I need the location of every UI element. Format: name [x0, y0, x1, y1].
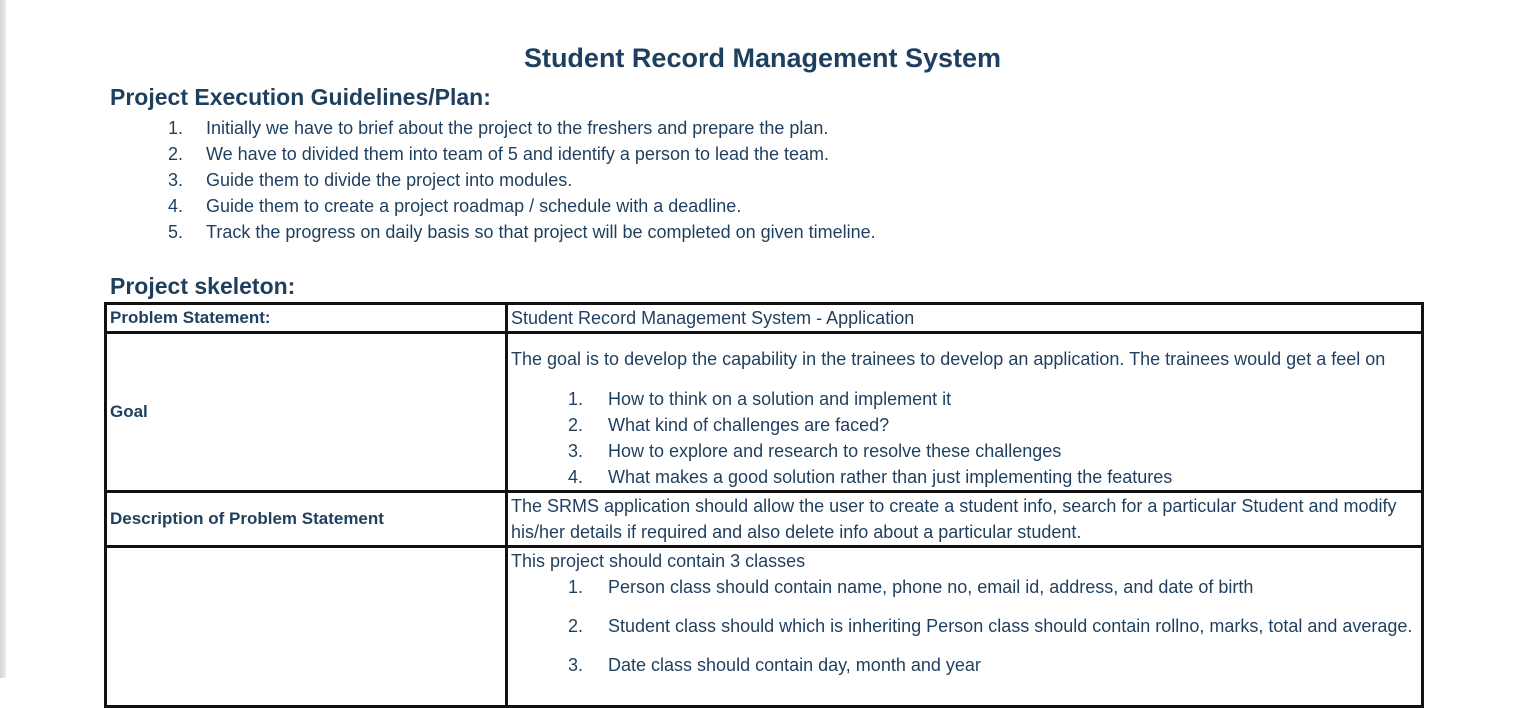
list-number: 3.: [568, 441, 584, 461]
table-row: [106, 304, 1423, 333]
list-text: How to explore and research to resolve these challenges: [608, 441, 1062, 461]
list-text: Guide them to divide the project into modules.: [206, 170, 573, 190]
project-skeleton-table: [104, 302, 1424, 708]
list-item: [168, 142, 876, 168]
list-item: [568, 412, 1421, 438]
guidelines-heading: Project Execution Guidelines/Plan:: [110, 84, 491, 110]
description-label: Description of Problem Statement: [106, 492, 507, 547]
guidelines-list: [168, 116, 876, 246]
table-row: [106, 547, 1423, 707]
list-text: What kind of challenges are faced?: [608, 415, 890, 435]
classes-label: [106, 547, 507, 707]
list-text: Guide them to create a project roadmap / schedule with a deadline.: [206, 196, 742, 216]
list-number: 2.: [568, 616, 584, 636]
classes-content: [507, 547, 1423, 707]
list-item: [168, 168, 876, 194]
list-item: [168, 220, 876, 246]
list-item: [568, 386, 1421, 412]
list-item: [168, 194, 876, 220]
page-left-edge: [0, 0, 6, 678]
classes-intro: This project should contain 3 classes: [511, 551, 806, 571]
classes-list: [511, 574, 1421, 678]
list-item: [568, 464, 1421, 490]
list-text: Track the progress on daily basis so that project will be completed on given timeline.: [206, 222, 876, 242]
list-number: 1.: [568, 389, 584, 409]
list-text: How to think on a solution and implement it: [608, 389, 952, 409]
description-content: [507, 492, 1423, 547]
list-number: 1.: [168, 118, 184, 138]
skeleton-heading: Project skeleton:: [110, 273, 296, 299]
problem-statement-label: Problem Statement:: [106, 304, 507, 333]
list-text: We have to divided them into team of 5 and identify a person to lead the team.: [206, 144, 830, 164]
goal-content: [507, 333, 1423, 492]
list-number: 4.: [168, 196, 184, 216]
list-item: [568, 574, 1421, 600]
list-number: 3.: [168, 170, 184, 190]
list-number: 2.: [168, 144, 184, 164]
list-item: [568, 652, 1421, 678]
list-item: [568, 613, 1421, 639]
list-text: Date class should contain day, month and year: [608, 655, 981, 675]
table-row: [106, 333, 1423, 492]
list-text: Student class should which is inheriting Person class should contain rollno, marks, total and average.: [608, 616, 1413, 636]
goal-list: [511, 386, 1421, 490]
description-line-2: his/her details if required and also delete info about a particular student.: [511, 522, 1082, 542]
description-line-1: The SRMS application should allow the user to create a student info, search for a particular Student and modify: [511, 496, 1397, 516]
document-title: Student Record Management System: [523, 43, 1002, 73]
list-text: What makes a good solution rather than just implementing the features: [608, 467, 1173, 487]
problem-statement-value: [507, 304, 1423, 333]
list-item: [168, 116, 876, 142]
goal-label: Goal: [106, 333, 507, 492]
goal-intro: The goal is to develop the capability in the trainees to develop an application. The trainees would get a feel on: [511, 349, 1386, 369]
list-item: [568, 438, 1421, 464]
problem-statement-text: Student Record Management System - Application: [511, 308, 915, 328]
list-number: 3.: [568, 655, 584, 675]
list-number: 2.: [568, 415, 584, 435]
list-number: 1.: [568, 577, 584, 597]
list-number: 4.: [568, 467, 584, 487]
list-text: Initially we have to brief about the project to the freshers and prepare the plan.: [206, 118, 829, 138]
list-number: 5.: [168, 222, 184, 242]
table-row: [106, 492, 1423, 547]
list-text: Person class should contain name, phone no, email id, address, and date of birth: [608, 577, 1254, 597]
